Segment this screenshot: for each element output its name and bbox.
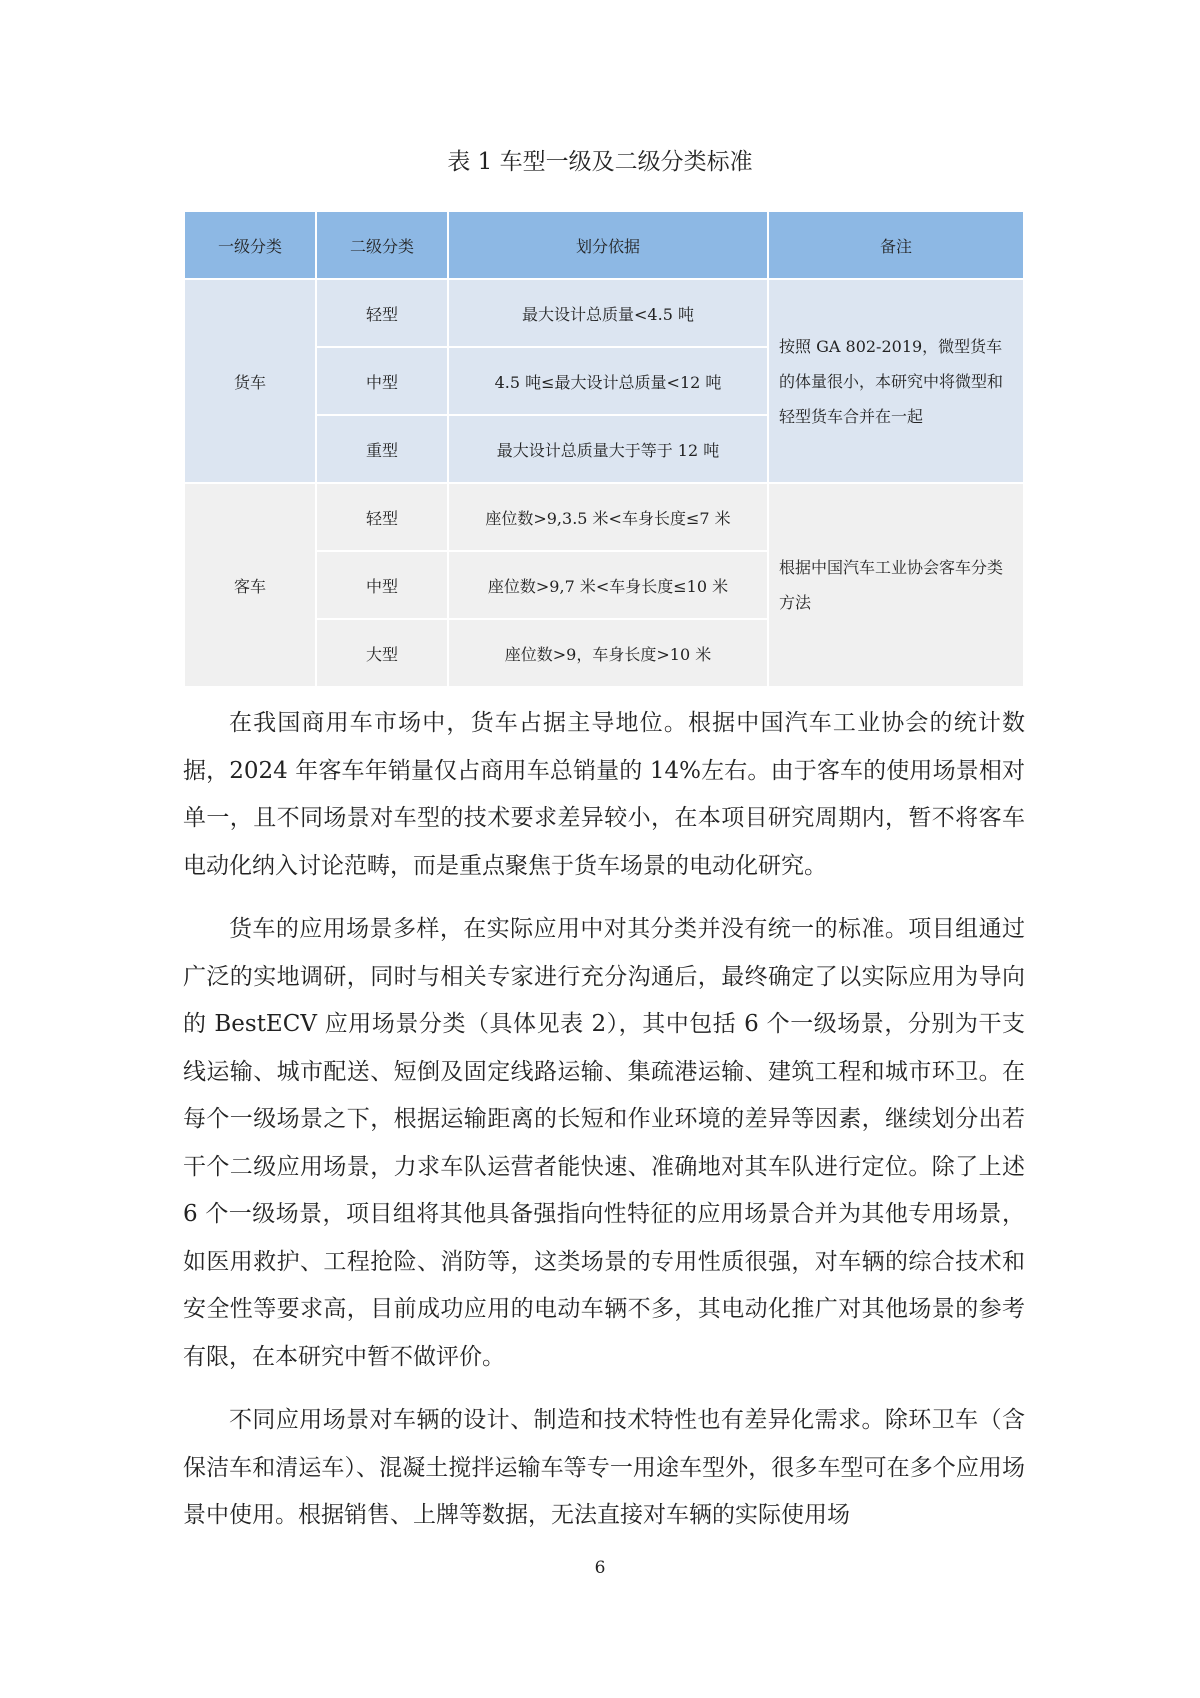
table-row	[184, 279, 1024, 347]
table-row	[184, 483, 1024, 551]
table-caption: 表 1 车型一级及二级分类标准	[447, 149, 753, 175]
sub-cell: 重型	[316, 415, 448, 483]
note-cell: 根据中国汽车工业协会客车分类方法	[768, 483, 1024, 687]
category-cell: 货车	[184, 279, 316, 483]
basis-cell: 最大设计总质量大于等于 12 吨	[448, 415, 768, 483]
sub-cell: 中型	[316, 347, 448, 415]
table-header-row	[184, 211, 1024, 279]
note-cell: 按照 GA 802-2019，微型货车的体量很小，本研究中将微型和轻型货车合并在一起	[768, 279, 1024, 483]
paragraph: 不同应用场景对车辆的设计、制造和技术特性也有差异化需求。除环卫车（含保洁车和清运车）、混凝土搅拌运输车等专一用途车型外，很多车型可在多个应用场景中使用。根据销售、上牌等数据，无法直接对车辆的实际使用场	[183, 1407, 1025, 1528]
header-cell: 一级分类	[184, 211, 316, 279]
paragraph: 货车的应用场景多样，在实际应用中对其分类并没有统一的标准。项目组通过广泛的实地调研，同时与相关专家进行充分沟通后，最终确定了以实际应用为导向的 BestECV 应用场景分类（具体见表 2），其中包括 6 个一级场景，分别为干支线运输、城市配送、短倒及固定线路运输、集疏港运输、建筑工程和城市环卫。在每个一级场景之下，根据运输距离的长短和作业环境的差异等因素，继续划分出若干个二级应用场景，力求车队运营者能快速、准确地对其车队进行定位。除了上述 6 个一级场景，项目组将其他具备强指向性特征的应用场景合并为其他专用场景，如医用救护、工程抢险、消防等，这类场景的专用性质很强，对车辆的综合技术和安全性等要求高，目前成功应用的电动车辆不多，其电动化推广对其他场景的参考有限，在本研究中暂不做评价。	[183, 916, 1025, 1370]
classification-table	[183, 210, 1025, 688]
page-number: 6	[594, 1558, 606, 1578]
sub-cell: 轻型	[316, 279, 448, 347]
sub-cell: 中型	[316, 551, 448, 619]
basis-cell: 座位数>9，车身长度>10 米	[448, 619, 768, 687]
body-text	[183, 700, 1025, 1556]
basis-cell: 座位数>9,3.5 米<车身长度≤7 米	[448, 483, 768, 551]
header-cell: 备注	[768, 211, 1024, 279]
sub-cell: 大型	[316, 619, 448, 687]
paragraph: 在我国商用车市场中，货车占据主导地位。根据中国汽车工业协会的统计数据，2024 年客车年销量仅占商用车总销量的 14%左右。由于客车的使用场景相对单一，且不同场景对车型的技术要求差异较小，在本项目研究周期内，暂不将客车电动化纳入讨论范畴，而是重点聚焦于货车场景的电动化研究。	[183, 710, 1025, 879]
header-cell: 二级分类	[316, 211, 448, 279]
header-cell: 划分依据	[448, 211, 768, 279]
sub-cell: 轻型	[316, 483, 448, 551]
basis-cell: 4.5 吨≤最大设计总质量<12 吨	[448, 347, 768, 415]
basis-cell: 座位数>9,7 米<车身长度≤10 米	[448, 551, 768, 619]
basis-cell: 最大设计总质量<4.5 吨	[448, 279, 768, 347]
category-cell: 客车	[184, 483, 316, 687]
